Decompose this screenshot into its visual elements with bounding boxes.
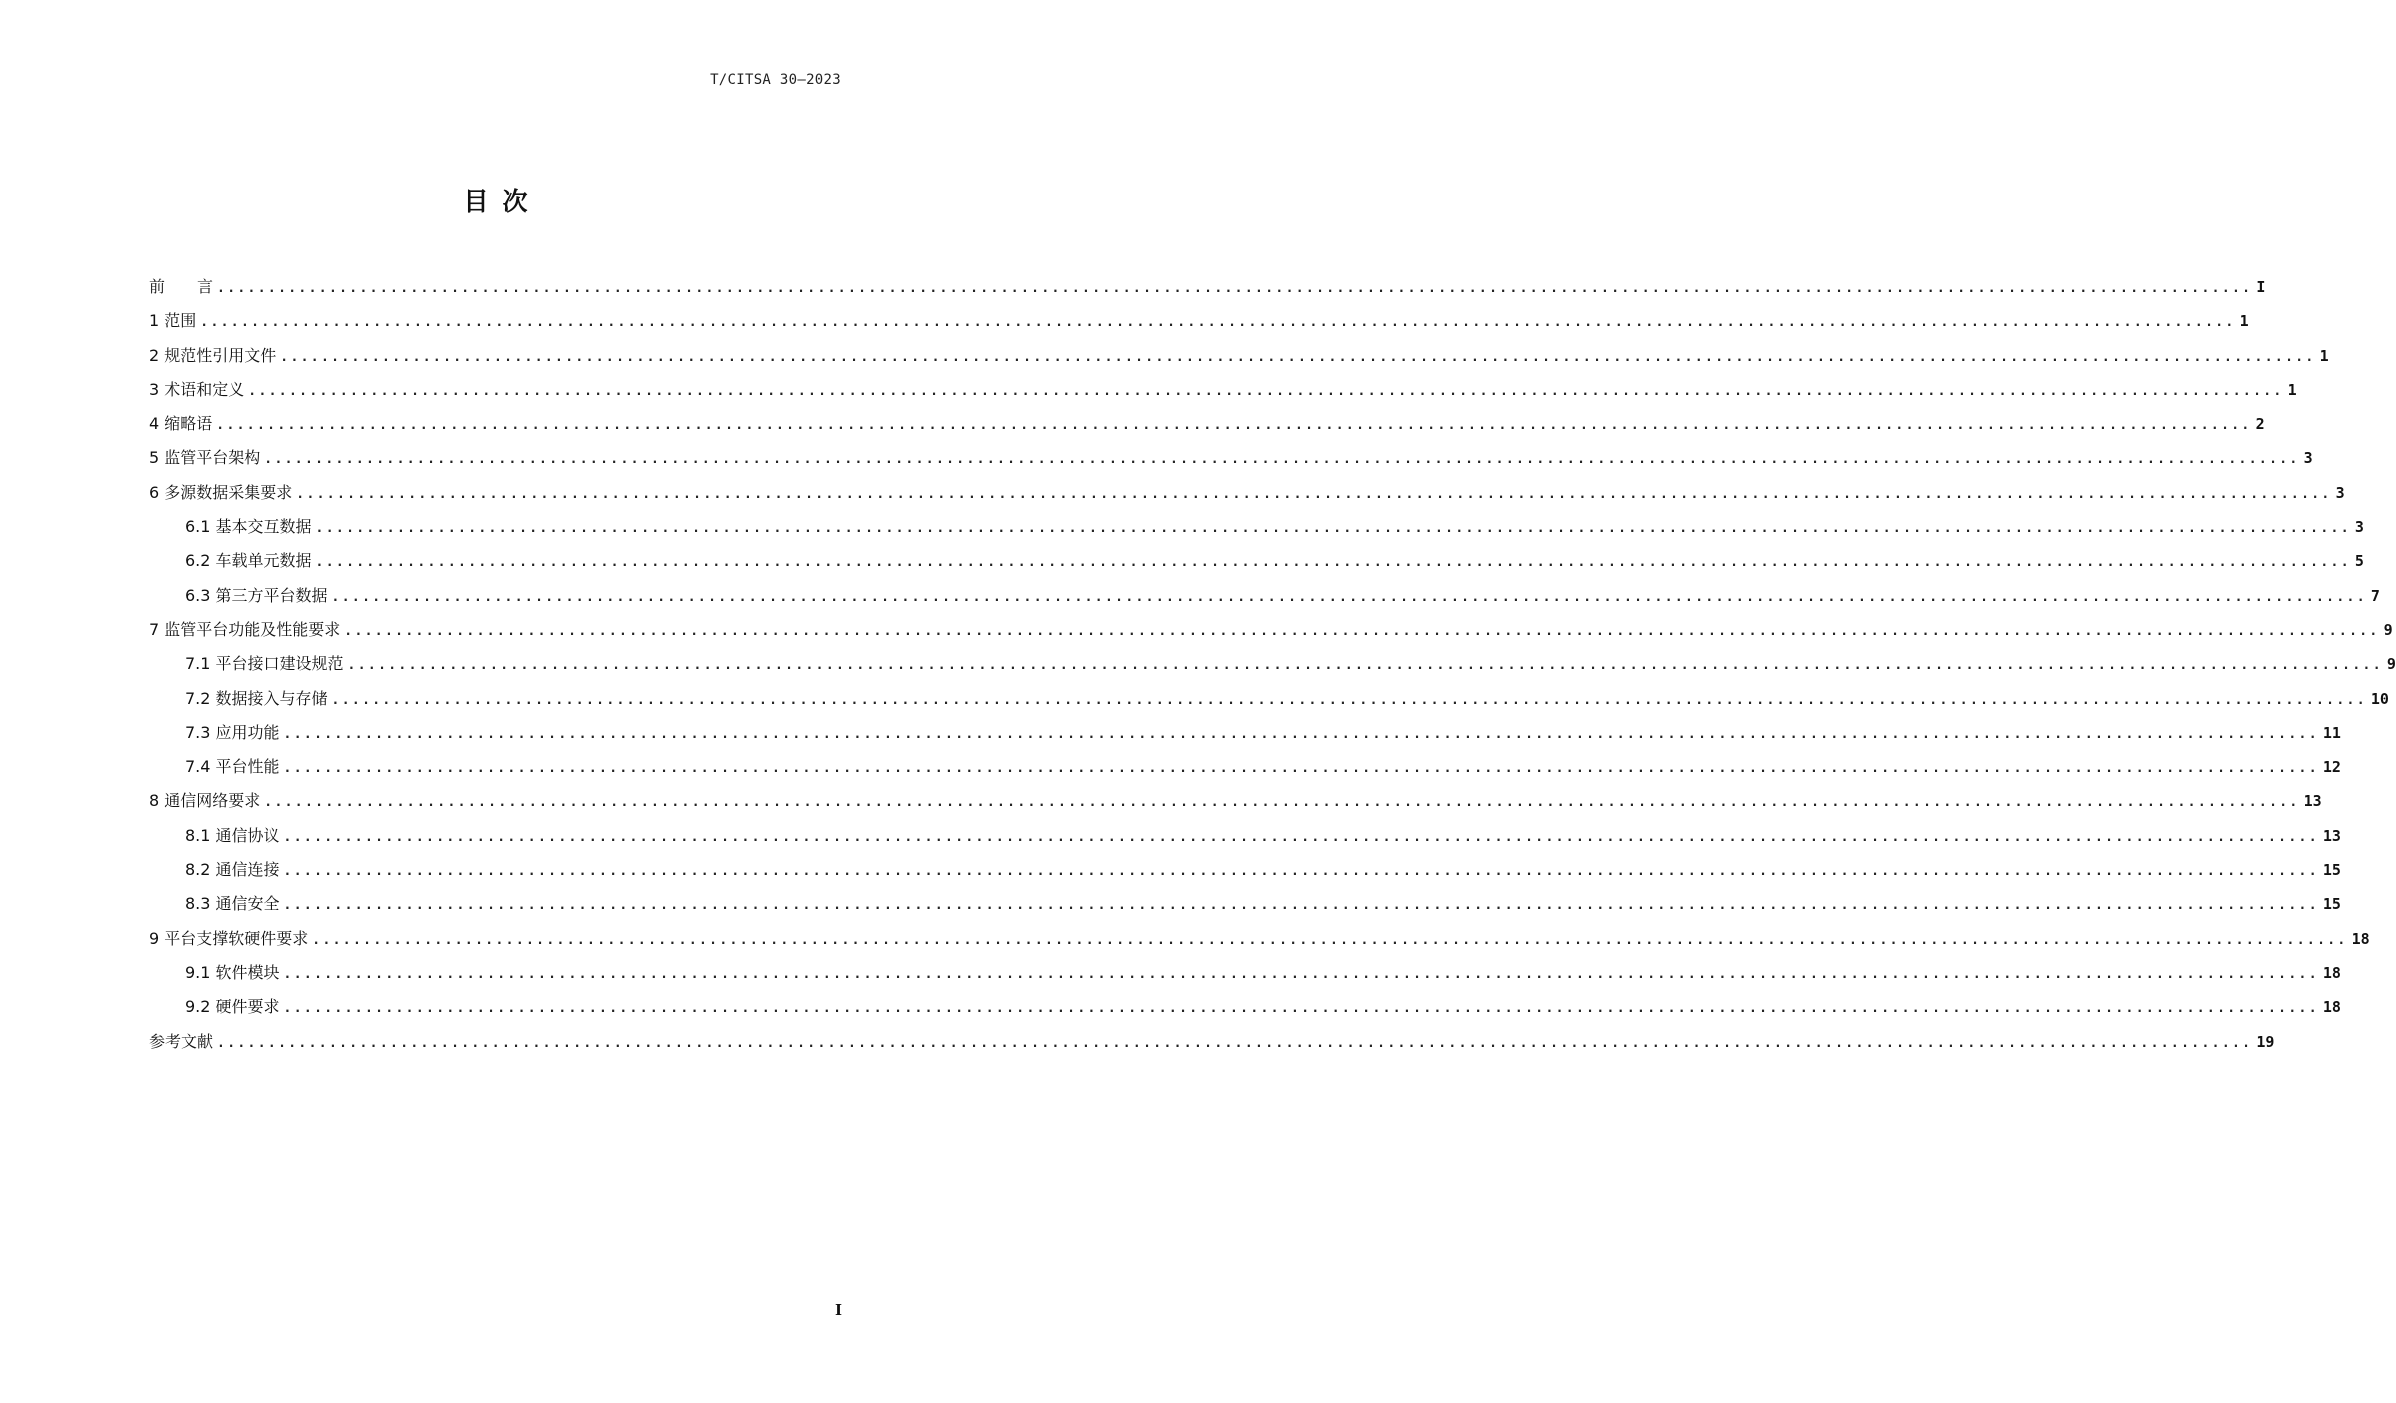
toc-leader-dots: ........................................................................................................................................................................................................ <box>283 898 2319 914</box>
toc-entry-page: 12 <box>2322 758 2341 777</box>
toc-leader-dots: ........................................................................................................................................................................................................ <box>347 658 2383 674</box>
toc-leader-dots: ........................................................................................................................................................................................................ <box>283 829 2319 845</box>
toc-entry[interactable] <box>149 752 2341 786</box>
toc-leader-dots: ........................................................................................................................................................................................................ <box>217 1035 2253 1051</box>
toc-entry[interactable] <box>149 409 2265 443</box>
toc-entry-page: 7 <box>2370 586 2380 605</box>
toc-entry-page: 18 <box>2351 929 2370 948</box>
toc-entry-page: 1 <box>2287 380 2297 399</box>
toc-entry-label: 5 监管平台架构 <box>149 448 261 468</box>
toc-entry-page: 13 <box>2322 826 2341 845</box>
toc-entry-label: 7.4 平台性能 <box>185 757 280 777</box>
toc-entry-page: 1 <box>2239 312 2249 331</box>
toc-entry[interactable] <box>149 924 2370 958</box>
toc-entry[interactable] <box>149 615 2393 649</box>
toc-entry[interactable] <box>149 272 2266 306</box>
toc-entry-label: 6.2 车载单元数据 <box>185 551 312 571</box>
toc-entry-page: 5 <box>2354 552 2364 571</box>
toc-entry-page: 13 <box>2303 792 2322 811</box>
toc-leader-dots: ........................................................................................................................................................................................................ <box>248 383 2284 399</box>
toc-entry-page: 18 <box>2322 963 2341 982</box>
document-code: T/CITSA 30—2023 <box>710 72 841 88</box>
toc-entry[interactable] <box>149 546 2364 580</box>
toc-leader-dots: ........................................................................................................................................................................................................ <box>315 555 2351 571</box>
toc-leader-dots: ........................................................................................................................................................................................................ <box>283 761 2319 777</box>
toc-leader-dots: ........................................................................................................................................................................................................ <box>264 452 2300 468</box>
toc-entry-page: 15 <box>2322 895 2341 914</box>
toc-leader-dots: ........................................................................................................................................................................................................ <box>283 726 2319 742</box>
toc-entry-label: 6.3 第三方平台数据 <box>185 585 328 605</box>
toc-entry-label: 7.2 数据接入与存储 <box>185 688 328 708</box>
toc-leader-dots: ........................................................................................................................................................................................................ <box>283 1001 2319 1017</box>
toc-entry-page: I <box>2256 278 2266 296</box>
toc-entry-label: 9.1 软件模块 <box>185 962 280 982</box>
toc-entry-page: 3 <box>2354 518 2364 537</box>
toc-entry[interactable] <box>149 478 2345 512</box>
toc-entry-label: 4 缩略语 <box>149 414 213 434</box>
toc-entry[interactable] <box>149 512 2364 546</box>
toc-entry-label: 前 言 <box>149 277 214 296</box>
toc-leader-dots: ........................................................................................................................................................................................................ <box>296 486 2332 502</box>
toc-entry-label: 2 规范性引用文件 <box>149 345 277 365</box>
toc-entry[interactable] <box>149 992 2341 1026</box>
toc-leader-dots: ........................................................................................................................................................................................................ <box>312 932 2348 948</box>
toc-entry[interactable] <box>149 341 2329 375</box>
toc-entry-label: 1 范围 <box>149 311 197 331</box>
toc-entry[interactable] <box>149 306 2249 340</box>
toc-entry-page: 10 <box>2370 689 2389 708</box>
toc-entry-page: 2 <box>2255 415 2265 434</box>
toc-entry[interactable] <box>149 649 2396 683</box>
toc-entry-label: 7 监管平台功能及性能要求 <box>149 619 341 639</box>
toc-entry-page: 3 <box>2303 449 2313 468</box>
toc-entry-label: 8.3 通信安全 <box>185 894 280 914</box>
toc-entry[interactable] <box>149 855 2341 889</box>
toc-entry-label: 参考文献 <box>149 1031 214 1051</box>
toc-leader-dots: ........................................................................................................................................................................................................ <box>216 418 2252 434</box>
toc-entry[interactable] <box>149 684 2389 718</box>
toc-entry[interactable] <box>149 958 2341 992</box>
toc-entry-page: 15 <box>2322 861 2341 880</box>
toc-leader-dots: ........................................................................................................................................................................................................ <box>331 589 2367 605</box>
page-number: I <box>834 1301 842 1319</box>
toc-entry-page: 18 <box>2322 998 2341 1017</box>
toc-entry[interactable] <box>149 375 2297 409</box>
toc-entry-page: 9 <box>2386 655 2396 674</box>
toc-leader-dots: ........................................................................................................................................................................................................ <box>283 966 2319 982</box>
toc-leader-dots: ........................................................................................................................................................................................................ <box>344 623 2380 639</box>
toc-entry[interactable] <box>149 1027 2275 1061</box>
toc-entry-label: 6.1 基本交互数据 <box>185 517 312 537</box>
toc-entry[interactable] <box>149 821 2341 855</box>
toc-entry-label: 8 通信网络要求 <box>149 791 261 811</box>
toc-leader-dots: ........................................................................................................................................................................................................ <box>315 521 2351 537</box>
toc-entry-label: 8.2 通信连接 <box>185 860 280 880</box>
toc-entry-page: 9 <box>2383 620 2393 639</box>
table-of-contents <box>149 272 2396 1061</box>
toc-entry-label: 9.2 硬件要求 <box>185 997 280 1017</box>
toc-entry-label: 8.1 通信协议 <box>185 825 280 845</box>
toc-entry-label: 7.1 平台接口建设规范 <box>185 654 344 674</box>
toc-entry-label: 9 平台支撑软硬件要求 <box>149 928 309 948</box>
toc-leader-dots: ........................................................................................................................................................................................................ <box>200 315 2236 331</box>
toc-entry-page: 3 <box>2335 483 2345 502</box>
toc-entry-label: 7.3 应用功能 <box>185 722 280 742</box>
toc-entry-page: 1 <box>2319 346 2329 365</box>
toc-leader-dots: ........................................................................................................................................................................................................ <box>331 692 2367 708</box>
toc-entry[interactable] <box>149 889 2341 923</box>
toc-leader-dots: ........................................................................................................................................................................................................ <box>264 795 2300 811</box>
toc-entry[interactable] <box>149 581 2380 615</box>
toc-entry-label: 3 术语和定义 <box>149 379 245 399</box>
toc-entry-label: 6 多源数据采集要求 <box>149 482 293 502</box>
toc-title: 目次 <box>463 187 542 216</box>
toc-leader-dots: ........................................................................................................................................................................................................ <box>283 864 2319 880</box>
toc-entry[interactable] <box>149 718 2341 752</box>
toc-leader-dots: ........................................................................................................................................................................................................ <box>280 349 2316 365</box>
toc-entry[interactable] <box>149 443 2313 477</box>
toc-entry-page: 19 <box>2256 1032 2275 1051</box>
toc-leader-dots: ........................................................................................................................................................................................................ <box>217 281 2253 296</box>
toc-entry-page: 11 <box>2322 723 2341 742</box>
toc-entry[interactable] <box>149 786 2322 820</box>
